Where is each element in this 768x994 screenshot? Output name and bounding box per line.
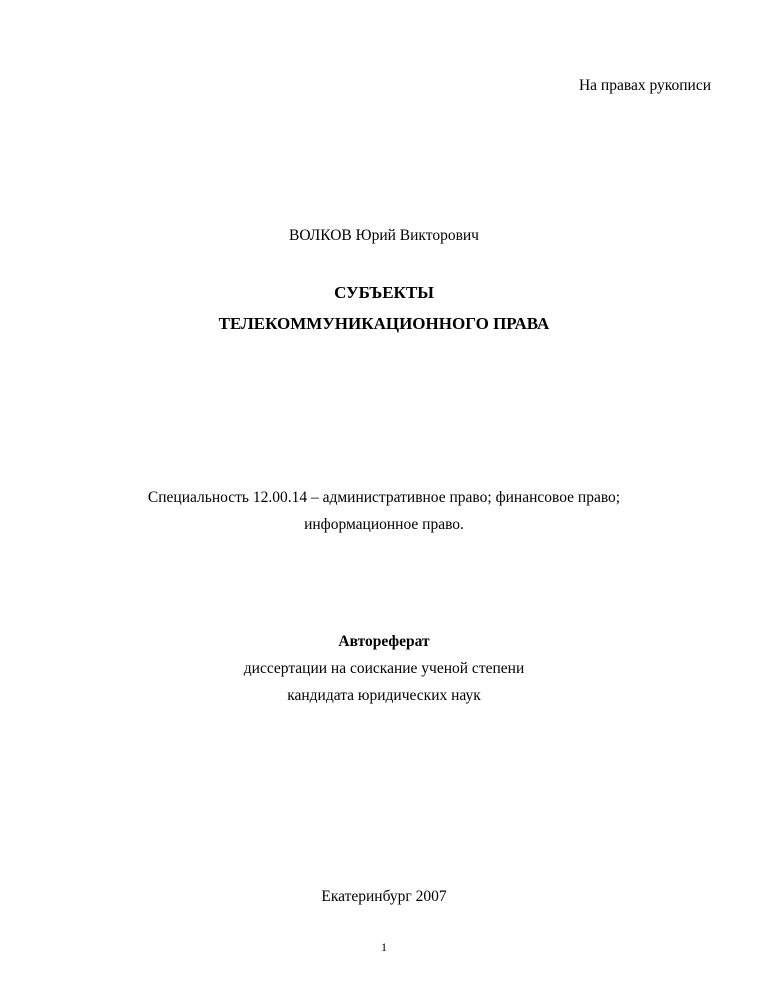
title-line-2: ТЕЛЕКОММУНИКАЦИОННОГО ПРАВА: [218, 314, 550, 333]
abstract-line-1: диссертации на соискание ученой степени: [243, 660, 525, 677]
abstract-line-2: кандидата юридических наук: [287, 687, 481, 704]
author-name: ВОЛКОВ Юрий Викторович: [289, 227, 479, 244]
page-number: 1: [381, 940, 387, 954]
specialty-line-2: информационное право.: [304, 516, 464, 533]
abstract-heading: Автореферат: [338, 633, 430, 650]
place-year: Екатеринбург 2007: [321, 888, 447, 905]
specialty-line-1: Специальность 12.00.14 – административное право; финансовое право;: [147, 489, 621, 506]
rights-note: На правах рукописи: [578, 77, 711, 94]
title-line-1: СУБЪЕКТЫ: [334, 283, 434, 302]
